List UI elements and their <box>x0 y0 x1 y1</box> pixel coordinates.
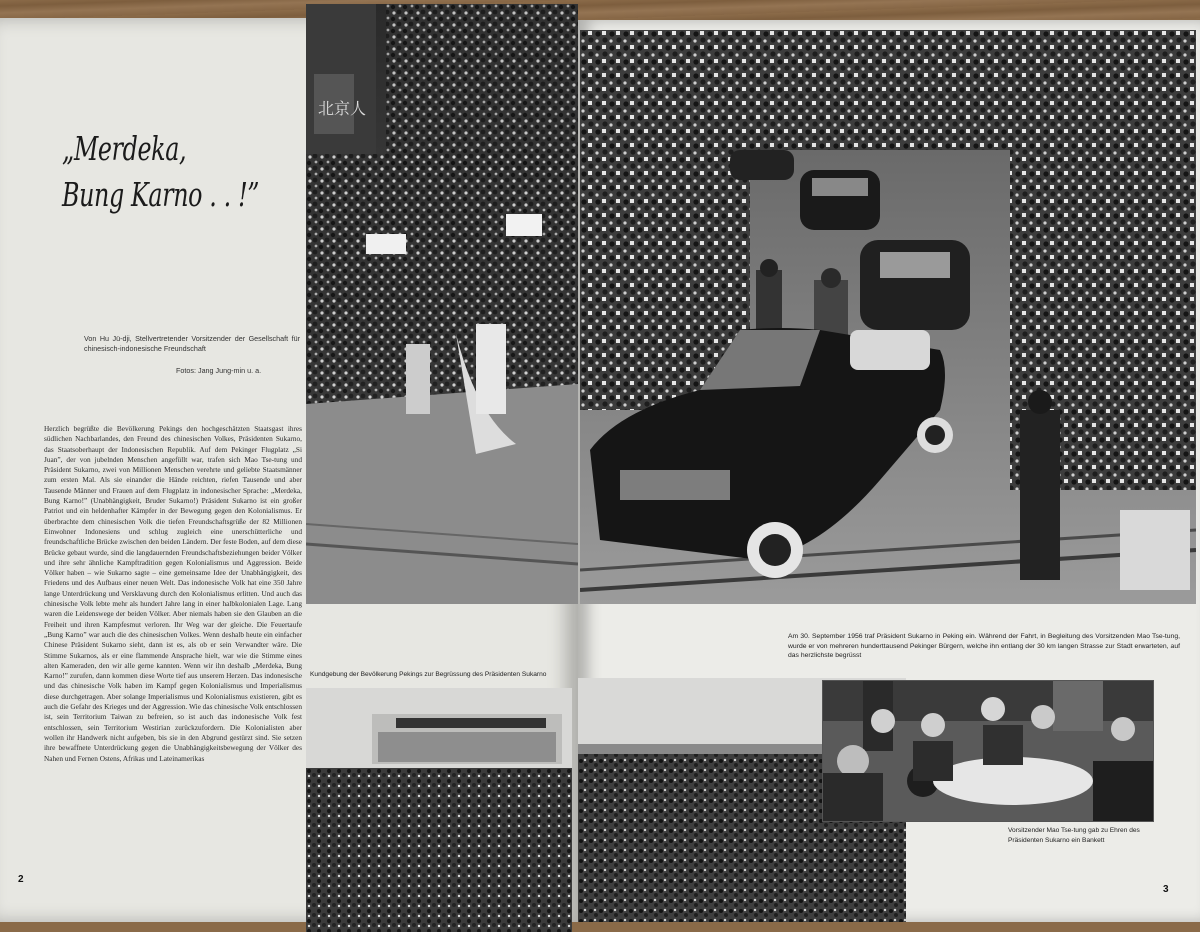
article-body: Herzlich begrüßte die Bevölkerung Pekings den hochgeschätzten Staatsgast ihres südlichen Nachbarlandes, den Freund des chinesischen Volkes, Präsidenten Sukarno, das Staatsoberhaupt der Indonesischen Republik. Auf dem Pekinger Flugplatz „Si Juan”, der von jubelnden Menschen angefüllt war, trafen sich Mao Tse-tung und Präsident Sukarno, zwei von Millionen Menschen verehrte und geliebte Staatsmänner zum ersten Mal. Als sie einander die Hände reichten, riefen Tausende und aber Tausende Männer und Frauen auf dem Flugplatz in indonesischer Sprache: „Merdeka, Bung Karno!” (Unabhängigkeit, Bruder Sukarno!) Präsident Sukarno ist ein großer Patriot und ein heldenhafter Kämpfer in der Bewegung gegen den Kolonialismus. Er überbrachte dem chinesischen Volk die tiefen Freundschaftsgrüße der 82 Millionen Einwohner Indonesiens und schlug zugleich eine unerschütterliche und freundschaftliche Brücke zwischen den beiden Ländern. Der feste Boden, auf dem diese Brücke gebaut wurde, sind die langdauernden Freundschaftsbeziehungen beider Völker und ihre sehr ähnliche Kampftradition gegen Kolonialismus und Aggression. Beide Völker haben – wie Sukarno sagte – eine gemeinsame Idee der Unabhängigkeit, des Friedens und des Aufbaus einer neuen Welt. Das indonesische Volk hat eine 350 Jahre lange Unterdrückung und Versklavung durch den Kolonialismus erlitten. Und auch das chinesische Volk lebte mehr als hundert Jahre lang in einer halbkolonialen Lage. Lang waren die Leidenswege der beiden Völker. Aber niemals haben sie den Glauben an die Freiheit und ihren Kampfesmut verloren. Ihr Weg war der gleiche. Die Feuertaufe „Bung Karno” war auch die des chinesischen Volkes. Wenn deshalb heute ein einfacher Chinese Präsident Sukarno sieht, dann ist es, als ob er sein Verwandter wäre. Die Stimme Sukarnos, als er eine flammende Ansprache hielt, war wie die Stimme eines alten Kameraden, den wir alle gerne kannten. Wenn wir ihn deshalb „Merdeka, Bung Karno!” zurufen, dann kommen diese Worte tief aus unserem Herzen. Das indonesische und das chinesische Volk haben im Kampf gegen Kolonialismus und Imperialismus diese durchgetragen. Aber solange Imperialismus und Kolonialismus existieren, gibt es auch die Gefahr des Krieges und der Aggression. Wie das chinesische Volk entschlossen ist, sein Territorium Taiwan zu befreien, so ist auch das indonesische Volk fest entschlossen, sein Territorium Westirian zurückzufordern. Die Kolonialisten aber wollen ihr Handwerk nicht aufgeben, bis sie in den Abgrund gestürzt sind. Sie setzen ihre bewaffnete Unterdrückung gegen die Unabhängigkeitsbewegung der Völker des Nahen und Fernen Ostens, Afrikas und Lateinamerikas <box>44 424 302 763</box>
crowd-street-photo <box>306 4 578 604</box>
rally-photo-left <box>306 688 572 932</box>
article-title <box>62 126 259 218</box>
title-line-2: Bung Karno . . !” <box>62 175 260 214</box>
shop-sign-text: 北京人 <box>318 99 367 118</box>
rally-caption: Kundgebung der Bevölkerung Pekings zur Begrüssung des Präsidenten Sukarno <box>310 671 547 678</box>
banquet-photo <box>822 680 1154 822</box>
page-number-right: 3 <box>1163 884 1169 895</box>
left-page <box>0 18 578 922</box>
article-byline: Von Hu Jü-dji, Stellvertretender Vorsitzender der Gesellschaft für chinesisch-indonesische Freundschaft <box>84 334 300 353</box>
motorcade-caption: Am 30. September 1956 traf Präsident Sukarno in Peking ein. Während der Fahrt, in Begleitung des Vorsitzenden Mao Tse-tung, wurde er von mehreren hunderttausend Pekinger Bürgern, welche ihn entlang der 30 km langen Strasse zur Stadt erwarteten, auf das herzlichste begrüsst <box>788 633 1180 659</box>
banquet-caption: Vorsitzender Mao Tse-tung gab zu Ehren des Präsidenten Sukarno ein Bankett <box>1008 827 1140 844</box>
page-number-left: 2 <box>18 874 24 885</box>
title-line-1: „Merdeka, <box>62 129 187 168</box>
motorcade-photo <box>580 30 1196 604</box>
photo-credit: Fotos: Jang Jung-min u. a. <box>176 366 262 375</box>
magazine-spread <box>0 8 1200 922</box>
right-page <box>578 20 1200 922</box>
